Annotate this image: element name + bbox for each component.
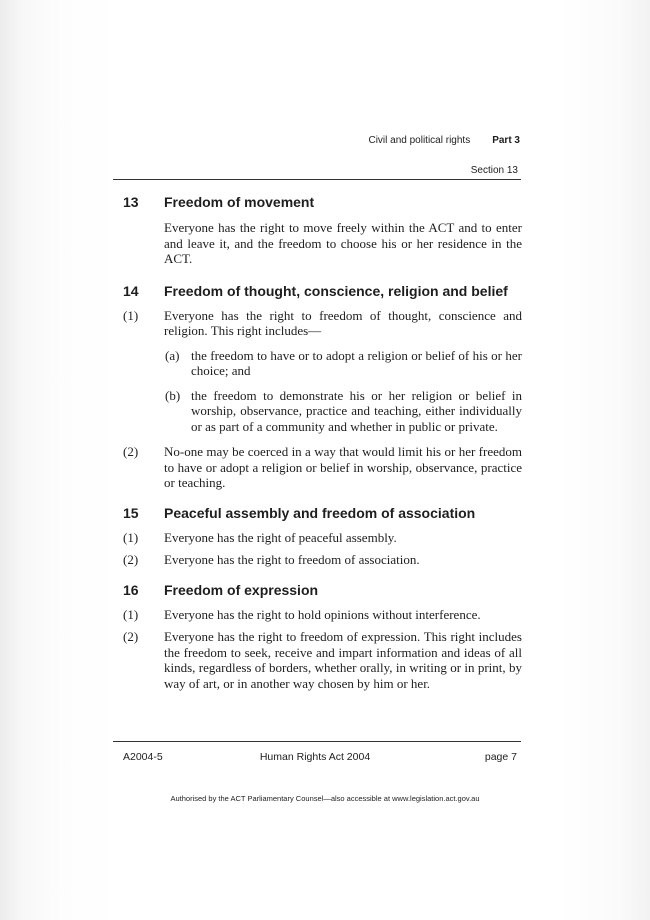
header-part: Part 3 <box>492 135 520 146</box>
subsection-text: Everyone has the right to freedom of association. <box>164 552 420 567</box>
subsection-number: (2) <box>123 629 139 644</box>
subsection <box>0 308 650 339</box>
paragraph-label: (a) <box>165 347 180 363</box>
paragraph-item <box>0 348 650 379</box>
section-heading-14 <box>0 281 650 301</box>
subsection <box>0 629 650 691</box>
subsection <box>0 530 650 546</box>
subsection-text: Everyone has the right of peaceful assembly. <box>164 529 397 545</box>
paragraph-label: (b) <box>165 387 181 403</box>
section-title: Freedom of movement <box>164 194 315 210</box>
footer-rule <box>113 741 521 742</box>
subsection <box>0 444 650 491</box>
section-number: 16 <box>123 581 139 598</box>
subsection-number: (1) <box>123 529 139 545</box>
header-title: Civil and political rights <box>368 135 471 146</box>
subsection-number: (1) <box>123 307 139 323</box>
subsection-text: No-one may be coerced in a way that would limit his or her freedom to have or adopt a religion or belief in worship, observance, practice or teaching. <box>164 444 522 490</box>
running-header <box>300 135 520 146</box>
footer-act-title: Human Rights Act 2004 <box>259 751 371 763</box>
section-number: 14 <box>123 282 139 299</box>
section-number: 13 <box>123 194 139 210</box>
section-number: 15 <box>123 504 139 521</box>
section-title: Peaceful assembly and freedom of association <box>164 504 476 521</box>
subsection-number: (1) <box>123 606 139 622</box>
subsection <box>0 607 650 623</box>
subsection-number: (2) <box>123 444 139 459</box>
subsection-text: Everyone has the right to hold opinions without interference. <box>164 606 481 622</box>
header-rule <box>113 179 521 180</box>
section-title: Freedom of expression <box>164 581 319 598</box>
authorisation-notice: Authorised by the ACT Parliamentary Counsel—also accessible at www.legislation.act.gov.au <box>170 794 480 803</box>
subsection-number: (2) <box>123 552 139 567</box>
page-body <box>0 192 650 691</box>
footer-page-number: page 7 <box>484 751 517 763</box>
subsection <box>0 552 650 568</box>
footer-act-code: A2004-5 <box>123 751 163 763</box>
paragraph-item <box>0 388 650 435</box>
paragraph-text: the freedom to have or to adopt a religion or belief of his or her choice; and <box>191 347 522 378</box>
section-heading-13 <box>0 192 650 212</box>
header-section: Section 13 <box>470 165 518 176</box>
section-heading-15 <box>0 503 650 523</box>
section-title: Freedom of thought, conscience, religion and belief <box>164 282 508 299</box>
section-heading-16 <box>0 580 650 600</box>
subsection-text: Everyone has the right to freedom of expression. This right includes the freedom to seek, receive and impart information and ideas of all kinds, regardless of borders, whether orally, in writing or in print, by way of art, or in another way chosen by him or her. <box>164 629 522 691</box>
section-text: Everyone has the right to move freely within the ACT and to enter and leave it, and the freedom to choose his or her residence in the ACT. <box>164 220 522 266</box>
paragraph-text: the freedom to demonstrate his or her religion or belief in worship, observance, practice and teaching, either individually or as part of a community and whether in public or private. <box>191 387 522 434</box>
subsection-text: Everyone has the right to freedom of thought, conscience and religion. This right includes— <box>164 307 522 338</box>
